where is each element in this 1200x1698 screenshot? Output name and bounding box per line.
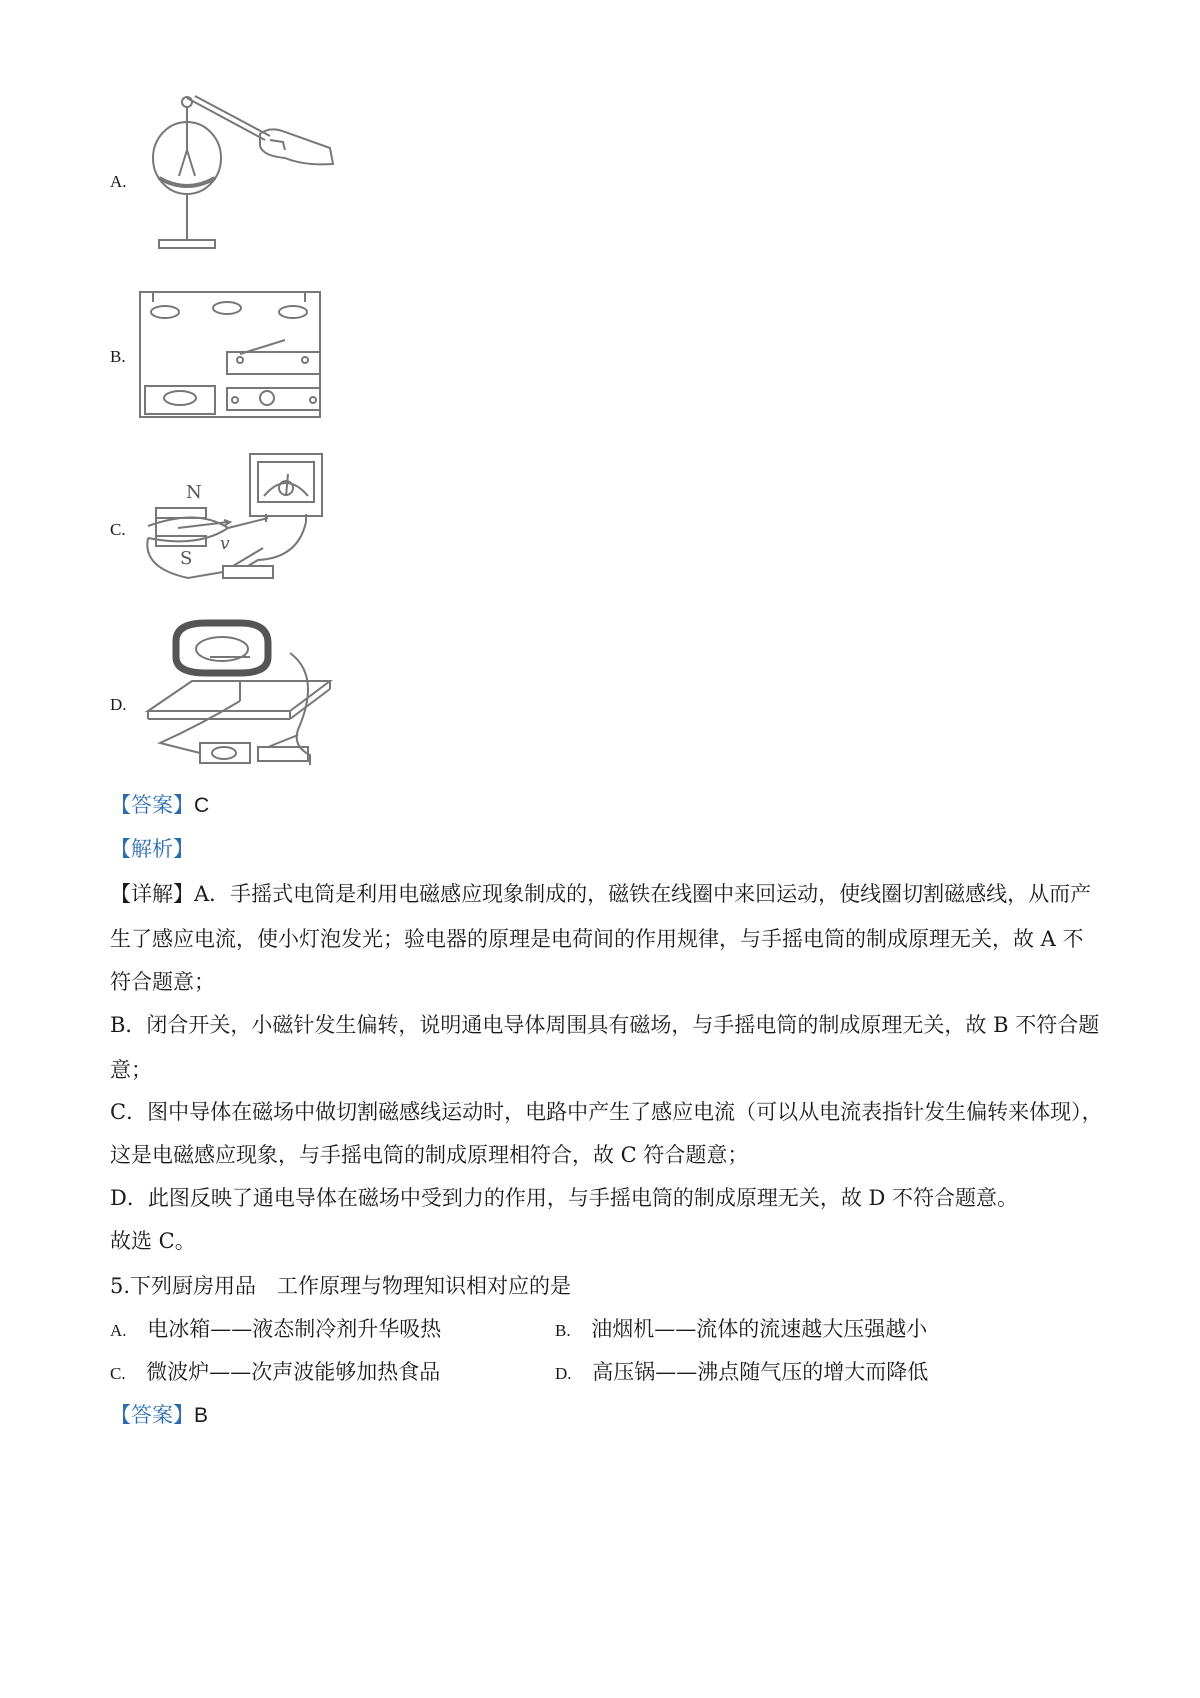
q5-option-b-text: 油烟机——流体的流速越大压强越小 xyxy=(591,1317,928,1341)
explanation-line: 意； xyxy=(110,1058,152,1082)
option-c-label: C. xyxy=(110,520,126,539)
q5-option-b xyxy=(555,1314,927,1346)
q5-option-c-text: 微波炉——次声波能够加热食品 xyxy=(146,1360,441,1384)
explanation-line: B．闭合开关，小磁针发生偏转，说明通电导体周围具有磁场，与手摇电筒的制成原理无关，故 B 不符合题 xyxy=(110,1013,1100,1037)
q5-option-a xyxy=(110,1314,441,1346)
q5-option-a-label: A. xyxy=(110,1321,127,1340)
q4-answer xyxy=(110,790,209,821)
motor-principle-figure xyxy=(140,615,350,780)
analysis-tag: 【解析】 xyxy=(110,837,194,861)
q5-answer-tag: 【答案】 xyxy=(110,1403,194,1427)
q5-option-d xyxy=(555,1357,928,1389)
explanation-line: 符合题意； xyxy=(110,970,215,994)
option-a-label: A. xyxy=(110,172,127,191)
q5-option-b-label: B. xyxy=(555,1321,571,1340)
option-d-label: D. xyxy=(110,695,127,714)
explanation-line: 这是电磁感应现象，与手摇电筒的制成原理相符合，故 C 符合题意； xyxy=(110,1143,749,1167)
explanation-line: C．图中导体在磁场中做切割磁感线运动时，电路中产生了感应电流（可以从电流表指针发生偏转来体现）， xyxy=(110,1100,1103,1124)
q5-option-a-text: 电冰箱——液态制冷剂升华吸热 xyxy=(147,1317,442,1341)
answer-value: C xyxy=(194,794,210,817)
electroscope-figure xyxy=(145,90,345,260)
answer-tag: 【答案】 xyxy=(110,793,194,817)
option-b-label: B. xyxy=(110,347,126,366)
q5-option-c xyxy=(110,1357,440,1389)
explanation-line: 【详解】A．手摇式电筒是利用电磁感应现象制成的，磁铁在线圈中来回运动，使线圈切割磁感线，从而产 xyxy=(110,882,1092,906)
explanation-line: D．此图反映了通电导体在磁场中受到力的作用，与手摇电筒的制成原理无关，故 D 不符合题意。 xyxy=(110,1186,1019,1210)
q5-answer xyxy=(110,1400,208,1431)
q5-answer-value: B xyxy=(194,1404,209,1427)
oersted-figure xyxy=(135,288,335,423)
q5-option-c-label: C. xyxy=(110,1364,126,1383)
q5-stem: 5.下列厨房用品 工作原理与物理知识相对应的是 xyxy=(110,1274,572,1298)
magnet-n-label: N xyxy=(186,482,202,503)
q5-option-d-label: D. xyxy=(555,1364,572,1383)
q5-option-d-text: 高压锅——沸点随气压的增大而降低 xyxy=(592,1360,929,1384)
magnet-s-label: S xyxy=(180,548,193,569)
explanation-line: 生了感应电流，使小灯泡发光；验电器的原理是电荷间的作用规律，与手摇电筒的制成原理无关，故 A 不 xyxy=(110,927,1084,951)
explanation-line: 故选 C。 xyxy=(110,1229,196,1253)
induction-figure xyxy=(138,448,348,608)
velocity-label: v xyxy=(220,534,230,554)
